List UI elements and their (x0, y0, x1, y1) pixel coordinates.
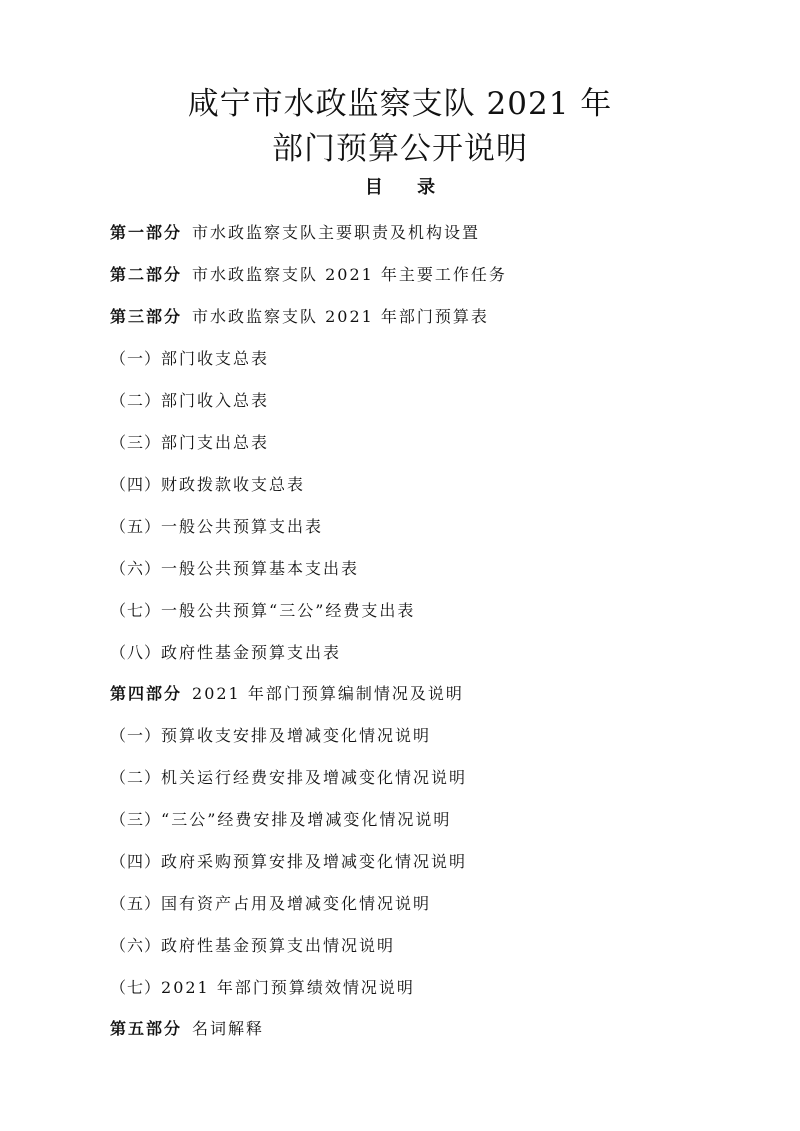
toc-item-number: （四） (110, 475, 162, 494)
toc-item (110, 890, 431, 918)
toc-item-title: 一般公共预算支出表 (161, 517, 324, 536)
toc-item (110, 597, 415, 625)
toc-item-title: 机关运行经费安排及增减变化情况说明 (161, 768, 468, 787)
toc-item (110, 722, 431, 750)
toc-item-title: 政府采购预算安排及增减变化情况说明 (161, 852, 468, 871)
toc-item (110, 345, 269, 373)
toc-item-number: （五） (110, 894, 162, 913)
toc-item (110, 513, 323, 541)
toc-item-title: 政府性基金预算支出表 (161, 643, 342, 662)
toc-part-number: 第五部分 (110, 1019, 183, 1038)
document-title-line-1: 咸宁市水政监察支队 2021 年 (187, 86, 613, 122)
toc-item-number: （二） (110, 391, 162, 410)
toc-item (110, 555, 359, 583)
toc-heading: 目 录 (364, 177, 450, 198)
toc-item-number: （七） (110, 978, 162, 997)
toc-item-title: 财政拨款收支总表 (161, 475, 306, 494)
toc-item (110, 429, 269, 457)
toc-item-number: （六） (110, 559, 162, 578)
toc-item-title: 2021 年部门预算绩效情况说明 (161, 978, 415, 997)
toc-item-title: 预算收支安排及增减变化情况说明 (161, 726, 432, 745)
toc-part-5 (110, 1015, 264, 1043)
toc-item (110, 974, 415, 1002)
toc-item-title: 部门支出总表 (161, 433, 270, 452)
document-title-line-2: 部门预算公开说明 (272, 131, 528, 167)
toc-item-number: （八） (110, 643, 162, 662)
toc-part-number: 第一部分 (110, 223, 183, 242)
toc-item-number: （四） (110, 852, 162, 871)
toc-item-number: （三） (110, 810, 162, 829)
toc-item (110, 471, 305, 499)
toc-item-title: “三公”经费安排及增减变化情况说明 (161, 810, 452, 829)
toc-part-number: 第三部分 (110, 307, 183, 326)
toc-part-title: 2021 年部门预算编制情况及说明 (192, 684, 464, 703)
toc-item-title: 政府性基金预算支出情况说明 (161, 936, 396, 955)
toc-item-number: （二） (110, 768, 162, 787)
toc-item-number: （七） (110, 601, 162, 620)
toc-item-number: （六） (110, 936, 162, 955)
toc-part-title: 市水政监察支队主要职责及机构设置 (192, 223, 481, 242)
toc-item (110, 932, 395, 960)
toc-part-number: 第二部分 (110, 265, 183, 284)
toc-item (110, 639, 341, 667)
toc-item-title: 一般公共预算“三公”经费支出表 (161, 601, 416, 620)
toc-item-title: 国有资产占用及增减变化情况说明 (161, 894, 432, 913)
toc-item-title: 部门收支总表 (161, 349, 270, 368)
toc-item-number: （三） (110, 433, 162, 452)
toc-item-title: 一般公共预算基本支出表 (161, 559, 360, 578)
toc-item-number: （一） (110, 726, 162, 745)
toc-part-title: 名词解释 (192, 1019, 265, 1038)
toc-item (110, 764, 467, 792)
toc-part-title: 市水政监察支队 2021 年主要工作任务 (192, 265, 507, 284)
toc-part-2 (110, 261, 507, 289)
toc-part-title: 市水政监察支队 2021 年部门预算表 (192, 307, 489, 326)
toc-item-number: （五） (110, 517, 162, 536)
toc-item (110, 848, 467, 876)
toc-part-1 (110, 219, 480, 247)
toc-item (110, 387, 269, 415)
toc-item-title: 部门收入总表 (161, 391, 270, 410)
toc-item (110, 806, 451, 834)
toc-item-number: （一） (110, 349, 162, 368)
toc-part-4 (110, 680, 464, 708)
toc-part-number: 第四部分 (110, 684, 183, 703)
toc-part-3 (110, 303, 489, 331)
